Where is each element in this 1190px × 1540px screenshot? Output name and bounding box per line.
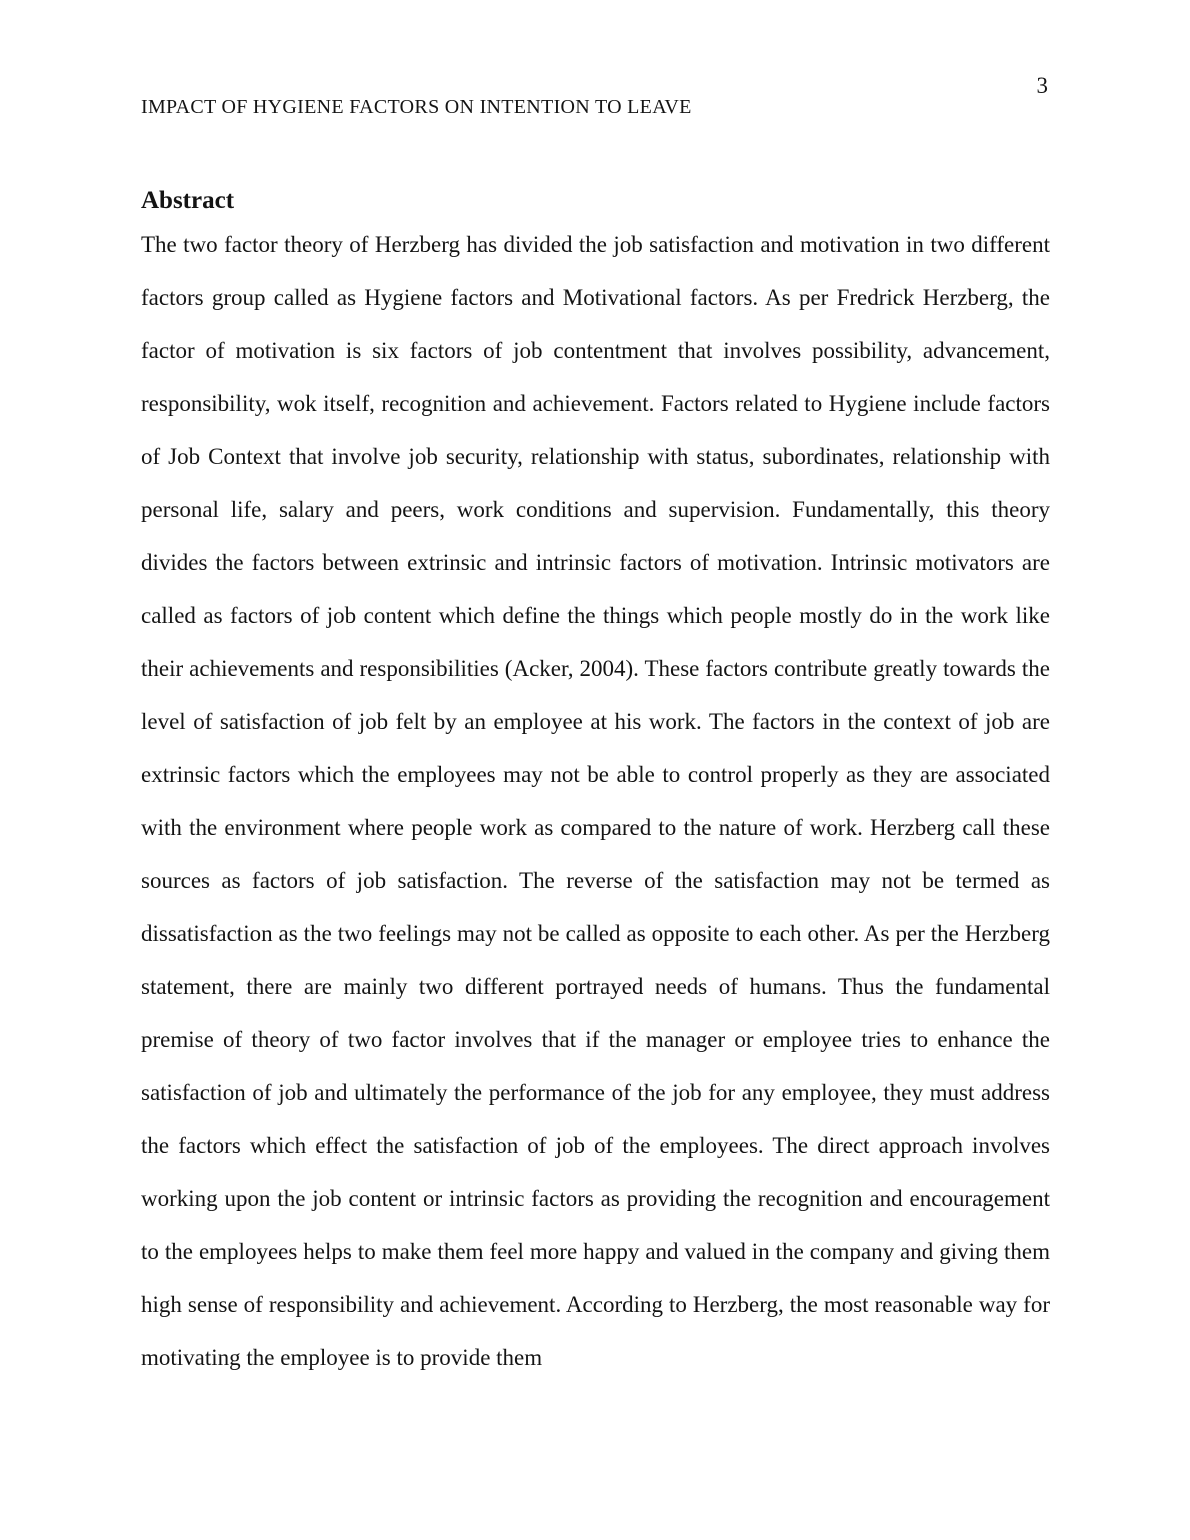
running-head: IMPACT OF HYGIENE FACTORS ON INTENTION TO LEAVE bbox=[141, 96, 692, 118]
page-number: 3 bbox=[1036, 73, 1048, 98]
abstract-body: The two factor theory of Herzberg has divided the job satisfaction and motivation in two different factors group called as Hygiene factors and Motivational factors. As per Fredrick Herzberg, the factor of motivation is six factors of job contentment that involves possibility, advancement, responsibility, wok itself, recognition and achievement. Factors related to Hygiene include factors of Job Context that involve job security, relationship with status, subordinates, relationship with personal life, salary and peers, work conditions and supervision. Fundamentally, this theory divides the factors between extrinsic and intrinsic factors of motivation. Intrinsic motivators are called as factors of job content which define the things which people mostly do in the work like their achievements and responsibilities (Acker, 2004). These factors contribute greatly towards the level of satisfaction of job felt by an employee at his work. The factors in the context of job are extrinsic factors which the employees may not be able to control properly as they are associated with the environment where people work as compared to the nature of work. Herzberg call these sources as factors of job satisfaction. The reverse of the satisfaction may not be termed as dissatisfaction as the two feelings may not be called as opposite to each other. As per the Herzberg statement, there are mainly two different portrayed needs of humans. Thus the fundamental premise of theory of two factor involves that if the manager or employee tries to enhance the satisfaction of job and ultimately the performance of the job for any employee, they must address the factors which effect the satisfaction of job of the employees. The direct approach involves working upon the job content or intrinsic factors as providing the recognition and encouragement to the employees helps to make them feel more happy and valued in the company and giving them high sense of responsibility and achievement. According to Herzberg, the most reasonable way for motivating the employee is to provide them bbox=[141, 232, 1050, 1370]
page-content bbox=[141, 186, 1050, 1384]
abstract-heading: Abstract bbox=[141, 187, 235, 214]
